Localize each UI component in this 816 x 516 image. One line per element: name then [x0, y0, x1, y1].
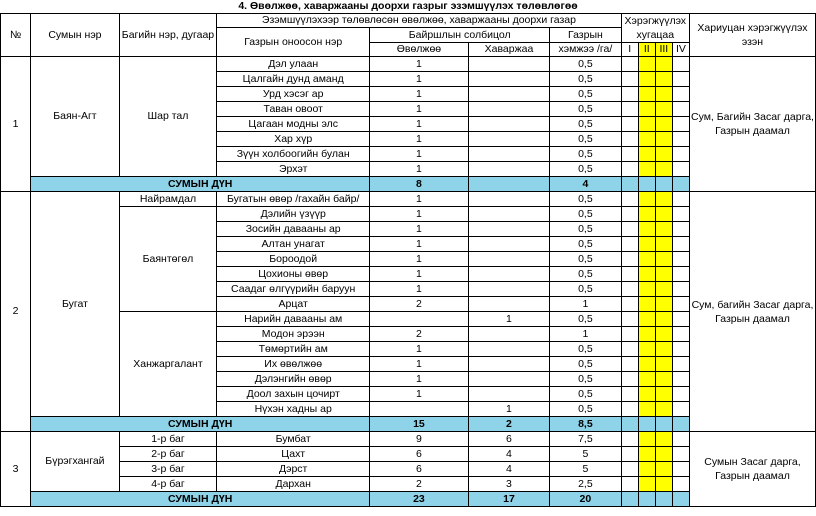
schedule-q4: [672, 147, 689, 162]
schedule-q3: [655, 432, 672, 447]
schedule-q1: [621, 462, 638, 477]
spring-count: [468, 342, 549, 357]
spring-count: [468, 117, 549, 132]
schedule-q3: [655, 252, 672, 267]
schedule-q1: [621, 237, 638, 252]
winter-count: 1: [370, 192, 469, 207]
header-group: Эзэмшүүлэхээр төлөвлөсөн өвөлжөө, хаваржааны доорхи газар: [217, 14, 621, 28]
schedule-q1: [621, 147, 638, 162]
bag-name: Баянтөгөл: [119, 207, 217, 312]
area-value: 0,5: [550, 162, 621, 177]
bag-name: 1-р баг: [119, 432, 217, 447]
area-value: 0,5: [550, 237, 621, 252]
header-schedule: Хэрэгжүүлэх хугацаа: [621, 14, 689, 43]
spring-count: [468, 297, 549, 312]
spring-count: 4: [468, 447, 549, 462]
area-value: 0,5: [550, 372, 621, 387]
schedule-q1: [621, 132, 638, 147]
place-name: Цахт: [217, 447, 370, 462]
schedule-q1: [621, 327, 638, 342]
spring-count: [468, 387, 549, 402]
spring-count: [468, 357, 549, 372]
schedule-q2: [638, 447, 655, 462]
responsible: Сум, Багийн Засаг дарга, Газрын даамал: [689, 57, 815, 192]
winter-count: 2: [370, 477, 469, 492]
header-area-top: Газрын: [550, 28, 621, 43]
header-no: №: [1, 14, 31, 57]
place-name: Дэлэнгийн өвөр: [217, 372, 370, 387]
winter-count: 9: [370, 432, 469, 447]
schedule-q3: [655, 372, 672, 387]
area-value: 0,5: [550, 312, 621, 327]
schedule-q2: [638, 432, 655, 447]
place-name: Бугатын өвөр /гахайн байр/: [217, 192, 370, 207]
responsible: Сум, багийн Засаг дарга, Газрын даамал: [689, 192, 815, 432]
schedule-q4: [672, 57, 689, 72]
schedule-q2: [638, 207, 655, 222]
schedule-q3: [655, 477, 672, 492]
area-value: 0,5: [550, 282, 621, 297]
schedule-q3: [655, 357, 672, 372]
spring-count: [468, 72, 549, 87]
row-number: 2: [1, 192, 31, 432]
place-name: Дархан: [217, 477, 370, 492]
schedule-q1: [621, 222, 638, 237]
schedule-q1: [621, 432, 638, 447]
sum-name: Баян-Агт: [31, 57, 120, 177]
spring-count: [468, 252, 549, 267]
schedule-q4: [672, 297, 689, 312]
area-value: 0,5: [550, 222, 621, 237]
schedule-q3: [655, 117, 672, 132]
schedule-q4: [672, 102, 689, 117]
schedule-q3: [655, 192, 672, 207]
schedule-q2: [638, 372, 655, 387]
total-spring: 17: [468, 492, 549, 507]
schedule-q3: [655, 207, 672, 222]
place-name: Дэлийн үзүүр: [217, 207, 370, 222]
place-name: Эрхэт: [217, 162, 370, 177]
total-q1: [621, 492, 638, 507]
place-name: Цагаан модны элс: [217, 117, 370, 132]
area-value: 0,5: [550, 357, 621, 372]
schedule-q1: [621, 357, 638, 372]
header-place-name: Газрын оноосон нэр: [217, 28, 370, 57]
schedule-q4: [672, 477, 689, 492]
schedule-q3: [655, 102, 672, 117]
spring-count: 1: [468, 402, 549, 417]
schedule-q3: [655, 297, 672, 312]
schedule-q2: [638, 252, 655, 267]
total-q1: [621, 417, 638, 432]
spring-count: 4: [468, 462, 549, 477]
schedule-q3: [655, 222, 672, 237]
schedule-q3: [655, 147, 672, 162]
spring-count: 6: [468, 432, 549, 447]
schedule-q2: [638, 462, 655, 477]
schedule-q2: [638, 477, 655, 492]
schedule-q4: [672, 402, 689, 417]
winter-count: 1: [370, 267, 469, 282]
place-name: Зүүн холбоогийн булан: [217, 147, 370, 162]
spring-count: [468, 222, 549, 237]
area-value: 1: [550, 297, 621, 312]
winter-count: 2: [370, 327, 469, 342]
header-location: Байршлын солбицол: [370, 28, 550, 43]
total-q2: [638, 492, 655, 507]
winter-count: 1: [370, 282, 469, 297]
responsible: Сумын Засаг дарга, Газрын даамал: [689, 432, 815, 507]
header-spring: Хаваржаа: [468, 43, 549, 57]
schedule-q4: [672, 117, 689, 132]
schedule-q3: [655, 462, 672, 477]
winter-count: 6: [370, 447, 469, 462]
spring-count: [468, 327, 549, 342]
total-area: 8,5: [550, 417, 621, 432]
schedule-q4: [672, 462, 689, 477]
schedule-q3: [655, 342, 672, 357]
total-spring: 2: [468, 417, 549, 432]
winter-count: 1: [370, 342, 469, 357]
schedule-q3: [655, 237, 672, 252]
schedule-q2: [638, 327, 655, 342]
schedule-q2: [638, 72, 655, 87]
total-area: 4: [550, 177, 621, 192]
schedule-q1: [621, 297, 638, 312]
winter-count: 1: [370, 102, 469, 117]
schedule-q1: [621, 402, 638, 417]
winter-count: 1: [370, 357, 469, 372]
winter-count: 1: [370, 387, 469, 402]
schedule-q3: [655, 57, 672, 72]
spring-count: [468, 267, 549, 282]
schedule-q3: [655, 267, 672, 282]
winter-count: 1: [370, 237, 469, 252]
total-q4: [672, 492, 689, 507]
schedule-q2: [638, 402, 655, 417]
schedule-q3: [655, 132, 672, 147]
spring-count: [468, 237, 549, 252]
schedule-q2: [638, 237, 655, 252]
spring-count: [468, 162, 549, 177]
schedule-q3: [655, 327, 672, 342]
schedule-q1: [621, 72, 638, 87]
total-q4: [672, 177, 689, 192]
spring-count: [468, 147, 549, 162]
spring-count: [468, 372, 549, 387]
schedule-q1: [621, 252, 638, 267]
schedule-q4: [672, 237, 689, 252]
place-name: Саадаг өлгүүрийн баруун: [217, 282, 370, 297]
place-name: Нарийн давааны ам: [217, 312, 370, 327]
row-number: 3: [1, 432, 31, 507]
schedule-q1: [621, 342, 638, 357]
area-value: 0,5: [550, 87, 621, 102]
schedule-q3: [655, 402, 672, 417]
schedule-q2: [638, 162, 655, 177]
place-name: Бороодой: [217, 252, 370, 267]
spring-count: [468, 207, 549, 222]
schedule-q2: [638, 132, 655, 147]
area-value: 0,5: [550, 147, 621, 162]
schedule-q2: [638, 297, 655, 312]
area-value: 0,5: [550, 342, 621, 357]
area-value: 5: [550, 447, 621, 462]
total-winter: 15: [370, 417, 469, 432]
schedule-q4: [672, 372, 689, 387]
area-value: 0,5: [550, 132, 621, 147]
area-value: 0,5: [550, 207, 621, 222]
place-name: Дэрст: [217, 462, 370, 477]
area-value: 0,5: [550, 402, 621, 417]
schedule-q4: [672, 327, 689, 342]
spring-count: 3: [468, 477, 549, 492]
schedule-q3: [655, 447, 672, 462]
spring-count: 1: [468, 312, 549, 327]
place-name: Цалгайн дунд аманд: [217, 72, 370, 87]
schedule-q3: [655, 162, 672, 177]
schedule-q2: [638, 57, 655, 72]
winter-count: 1: [370, 132, 469, 147]
schedule-q2: [638, 192, 655, 207]
area-value: 1: [550, 327, 621, 342]
schedule-q2: [638, 87, 655, 102]
total-q3: [655, 177, 672, 192]
table-row: [1, 57, 816, 72]
total-label: СУМЫН ДҮН: [31, 177, 370, 192]
header-q4: IV: [672, 43, 689, 57]
page-title: 4. Өвөлжөө, хаваржааны доорхи газрыг эзэмшүүлэх төлөвлөгөө: [238, 0, 578, 12]
spring-count: [468, 192, 549, 207]
schedule-q1: [621, 162, 638, 177]
header-sum-name: Сумын нэр: [31, 14, 120, 57]
schedule-q4: [672, 312, 689, 327]
place-name: Зосийн давааны ар: [217, 222, 370, 237]
schedule-q1: [621, 312, 638, 327]
schedule-q4: [672, 282, 689, 297]
spring-count: [468, 87, 549, 102]
place-name: Таван овоот: [217, 102, 370, 117]
schedule-q2: [638, 387, 655, 402]
winter-count: 1: [370, 162, 469, 177]
row-number: 1: [1, 57, 31, 192]
schedule-q4: [672, 342, 689, 357]
schedule-q3: [655, 87, 672, 102]
table-row: [1, 192, 816, 207]
schedule-q2: [638, 357, 655, 372]
schedule-q4: [672, 222, 689, 237]
header-winter: Өвөлжөө: [370, 43, 469, 57]
winter-count: 1: [370, 72, 469, 87]
schedule-q4: [672, 162, 689, 177]
schedule-q4: [672, 87, 689, 102]
area-value: 0,5: [550, 117, 621, 132]
table-row: [1, 432, 816, 447]
place-name: Арцат: [217, 297, 370, 312]
winter-count: 1: [370, 372, 469, 387]
winter-count: [370, 402, 469, 417]
schedule-q3: [655, 72, 672, 87]
total-q3: [655, 417, 672, 432]
winter-count: 6: [370, 462, 469, 477]
place-name: Хар хүр: [217, 132, 370, 147]
total-q2: [638, 177, 655, 192]
area-value: 0,5: [550, 57, 621, 72]
total-q2: [638, 417, 655, 432]
schedule-q4: [672, 207, 689, 222]
schedule-q1: [621, 117, 638, 132]
winter-count: 1: [370, 147, 469, 162]
total-label: СУМЫН ДҮН: [31, 492, 370, 507]
total-q4: [672, 417, 689, 432]
schedule-q4: [672, 357, 689, 372]
schedule-q4: [672, 447, 689, 462]
header-q3: III: [655, 43, 672, 57]
winter-count: 1: [370, 252, 469, 267]
schedule-q2: [638, 147, 655, 162]
total-area: 20: [550, 492, 621, 507]
schedule-q2: [638, 117, 655, 132]
place-name: Их өвөлжөө: [217, 357, 370, 372]
spring-count: [468, 57, 549, 72]
winter-count: 1: [370, 57, 469, 72]
place-name: Модон эрээн: [217, 327, 370, 342]
header-q2: II: [638, 43, 655, 57]
schedule-q1: [621, 192, 638, 207]
bag-name: 2-р баг: [119, 447, 217, 462]
winter-count: 1: [370, 207, 469, 222]
header-bag-name: Багийн нэр, дугаар: [119, 14, 217, 57]
schedule-q2: [638, 282, 655, 297]
place-name: Цохионы өвөр: [217, 267, 370, 282]
bag-name: 4-р баг: [119, 477, 217, 492]
place-name: Төмөртийн ам: [217, 342, 370, 357]
spring-count: [468, 102, 549, 117]
sum-name: Бугат: [31, 192, 120, 417]
area-value: 7,5: [550, 432, 621, 447]
schedule-q4: [672, 192, 689, 207]
schedule-q3: [655, 312, 672, 327]
place-name: Алтан унагат: [217, 237, 370, 252]
schedule-q4: [672, 267, 689, 282]
schedule-q2: [638, 342, 655, 357]
area-value: 0,5: [550, 252, 621, 267]
area-value: 5: [550, 462, 621, 477]
header-area-bottom: хэмжээ /га/: [550, 43, 621, 57]
place-name: Доол захын цочирт: [217, 387, 370, 402]
schedule-q3: [655, 282, 672, 297]
total-winter: 8: [370, 177, 469, 192]
schedule-q1: [621, 447, 638, 462]
header-responsible: Хариуцан хэрэгжүүлэх эзэн: [689, 14, 815, 57]
schedule-q1: [621, 87, 638, 102]
schedule-q2: [638, 222, 655, 237]
schedule-q4: [672, 387, 689, 402]
spring-count: [468, 132, 549, 147]
place-name: Дэл улаан: [217, 57, 370, 72]
schedule-q1: [621, 282, 638, 297]
spring-count: [468, 282, 549, 297]
bag-name: 3-р баг: [119, 462, 217, 477]
place-name: Урд хэсэг ар: [217, 87, 370, 102]
schedule-q2: [638, 267, 655, 282]
total-spring: [468, 177, 549, 192]
bag-name: Найрамдал: [119, 192, 217, 207]
winter-count: 2: [370, 297, 469, 312]
winter-count: 1: [370, 87, 469, 102]
schedule-q1: [621, 387, 638, 402]
area-value: 0,5: [550, 102, 621, 117]
winter-count: 1: [370, 117, 469, 132]
winter-count: 1: [370, 222, 469, 237]
bag-name: Шар тал: [119, 57, 217, 177]
schedule-q1: [621, 207, 638, 222]
total-q3: [655, 492, 672, 507]
area-value: 0,5: [550, 72, 621, 87]
sum-name: Бүрэгхангай: [31, 432, 120, 492]
area-value: 0,5: [550, 267, 621, 282]
schedule-q4: [672, 72, 689, 87]
total-label: СУМЫН ДҮН: [31, 417, 370, 432]
schedule-q2: [638, 102, 655, 117]
area-value: 0,5: [550, 387, 621, 402]
header-q1: I: [621, 43, 638, 57]
place-name: Нүхэн хадны ар: [217, 402, 370, 417]
schedule-q1: [621, 267, 638, 282]
total-q1: [621, 177, 638, 192]
place-name: Бумбат: [217, 432, 370, 447]
schedule-q1: [621, 57, 638, 72]
schedule-q1: [621, 477, 638, 492]
schedule-q3: [655, 387, 672, 402]
area-value: 2,5: [550, 477, 621, 492]
schedule-q2: [638, 312, 655, 327]
schedule-q4: [672, 432, 689, 447]
winter-count: [370, 312, 469, 327]
area-value: 0,5: [550, 192, 621, 207]
schedule-q1: [621, 372, 638, 387]
schedule-q4: [672, 132, 689, 147]
schedule-q4: [672, 252, 689, 267]
schedule-q1: [621, 102, 638, 117]
total-winter: 23: [370, 492, 469, 507]
bag-name: Ханжаргалант: [119, 312, 217, 417]
